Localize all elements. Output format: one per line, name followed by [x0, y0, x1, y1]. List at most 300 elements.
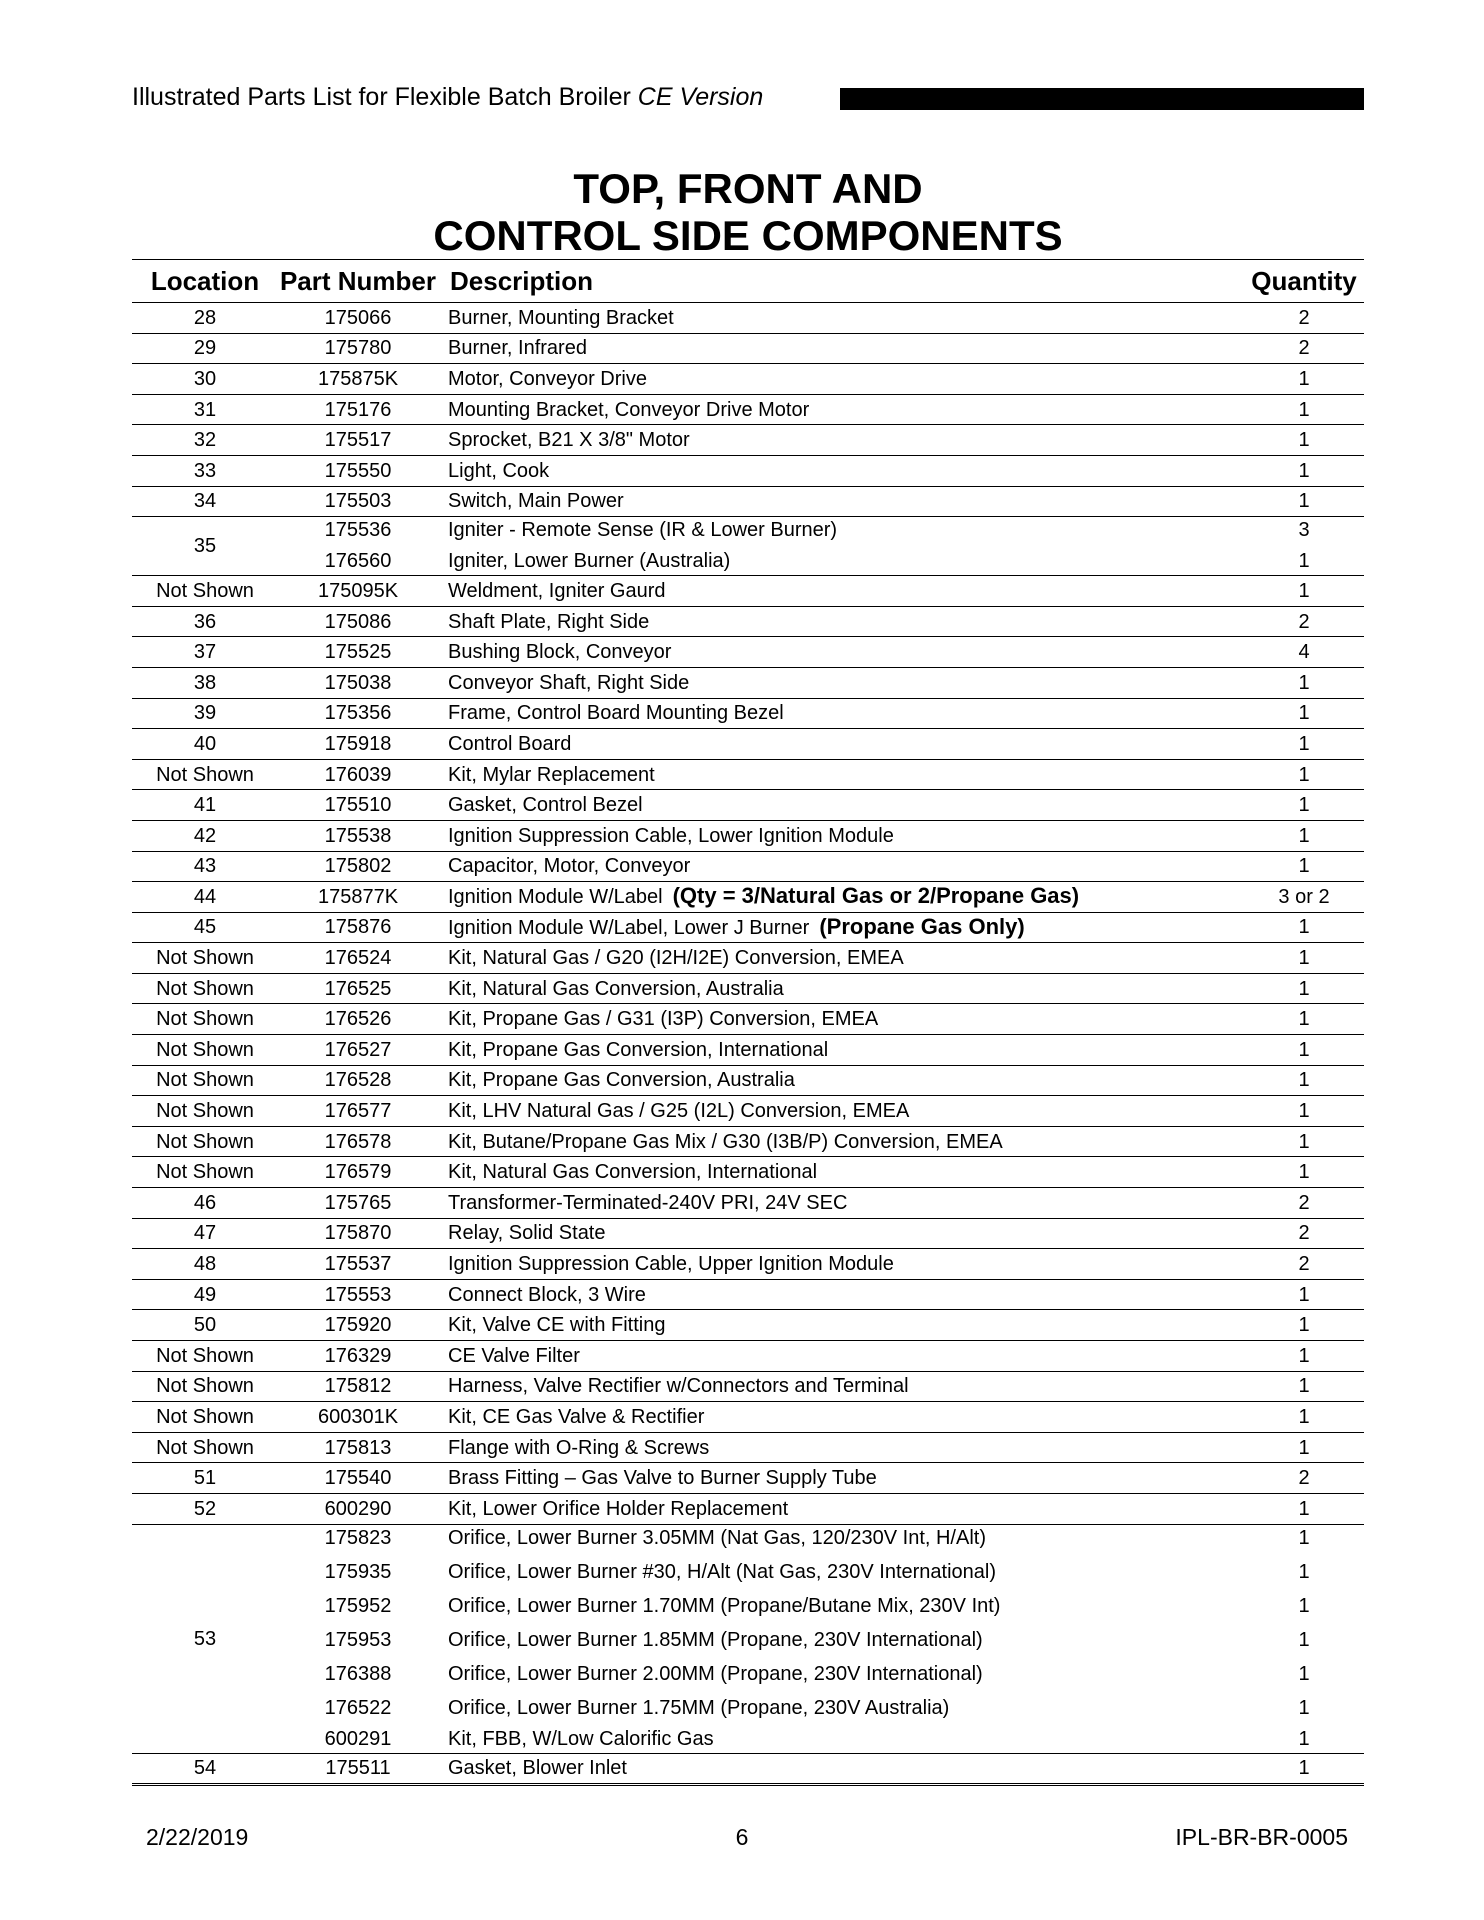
cell-part-number: [278, 1279, 438, 1310]
description-wrap: [448, 307, 674, 329]
part-quantity: 1: [1298, 1436, 1310, 1459]
part-note: (Propane Gas Only): [819, 913, 1025, 939]
cell-location: 53: [132, 1524, 278, 1753]
part-number: 175066: [324, 306, 392, 329]
cell-quantity: [1244, 973, 1364, 1004]
part-number: 175877K: [317, 885, 399, 908]
cell-quantity: [1244, 333, 1364, 364]
cell-quantity: [1244, 943, 1364, 974]
part-number: 176524: [324, 947, 392, 970]
footer-page-number: 6: [735, 1824, 749, 1850]
part-number: 176578: [324, 1130, 392, 1153]
footer-date: 2/22/2019: [146, 1824, 249, 1850]
part-number: 175538: [324, 824, 392, 847]
cell-description: [438, 1341, 1244, 1372]
description-wrap: [448, 337, 587, 359]
cell-description: [438, 1753, 1244, 1785]
cell-location: 37: [132, 637, 278, 668]
table-row: [132, 1096, 1364, 1127]
cell-part-number: [278, 667, 438, 698]
cell-description: [438, 973, 1244, 1004]
part-description: Ignition Suppression Cable, Lower Ignition Module: [448, 824, 894, 847]
part-description: Kit, Propane Gas Conversion, Australia: [448, 1069, 795, 1092]
cell-location: Not Shown: [132, 759, 278, 790]
part-quantity: 1: [1298, 977, 1310, 1000]
table-row: [132, 1310, 1364, 1341]
description-wrap: [448, 1345, 580, 1367]
part-number: 176577: [324, 1100, 392, 1123]
header-quantity: Quantity: [1244, 260, 1364, 303]
description-wrap: [448, 580, 666, 602]
cell-quantity: [1244, 1065, 1364, 1096]
part-description: Kit, Propane Gas / G31 (I3P) Conversion, EMEA: [448, 1008, 879, 1031]
cell-quantity: [1244, 1004, 1364, 1035]
part-description: Burner, Infrared: [448, 337, 587, 360]
description-wrap: [448, 1161, 817, 1183]
table-row: [132, 637, 1364, 668]
cell-part-number: [278, 1524, 438, 1753]
page-header: [132, 82, 1364, 112]
cell-location: Not Shown: [132, 1402, 278, 1433]
part-number: 175875K: [317, 367, 399, 390]
description-wrap: [448, 1253, 894, 1275]
description-wrap: [448, 1284, 646, 1306]
cell-location: 34: [132, 486, 278, 517]
cell-quantity: [1244, 820, 1364, 851]
description-wrap: [448, 1222, 606, 1244]
cell-quantity: [1244, 667, 1364, 698]
cell-location: 38: [132, 667, 278, 698]
cell-description: [438, 1126, 1244, 1157]
table-row: [132, 1035, 1364, 1066]
part-description: Kit, Lower Orifice Holder Replacement: [448, 1497, 789, 1520]
part-description: Connect Block, 3 Wire: [448, 1283, 646, 1306]
part-description: Capacitor, Motor, Conveyor: [448, 855, 691, 878]
cell-part-number: [278, 1753, 438, 1785]
cell-location: 32: [132, 425, 278, 456]
part-description: Igniter, Lower Burner (Australia): [448, 550, 731, 573]
cell-location: 42: [132, 820, 278, 851]
cell-description: [438, 1065, 1244, 1096]
description-wrap: [448, 611, 649, 633]
part-description: Frame, Control Board Mounting Bezel: [448, 702, 784, 725]
description-wrap: [448, 1757, 627, 1779]
cell-description: [438, 1157, 1244, 1188]
cell-part-number: [278, 759, 438, 790]
part-quantity: 1: [1298, 1497, 1310, 1520]
part-quantity: 1: [1298, 702, 1310, 725]
cell-quantity: [1244, 1493, 1364, 1524]
description-wrap: [448, 1100, 909, 1122]
part-description: Orifice, Lower Burner #30, H/Alt (Nat Gas, 230V International): [448, 1560, 997, 1583]
cell-description: [438, 1524, 1244, 1753]
description-wrap: [448, 1008, 878, 1030]
part-description: Switch, Main Power: [448, 490, 624, 513]
cell-quantity: [1244, 364, 1364, 395]
part-quantity: 1: [1298, 916, 1310, 939]
cell-part-number: [278, 576, 438, 607]
cell-part-number: [278, 606, 438, 637]
table-row: [132, 1004, 1364, 1035]
cell-description: [438, 912, 1244, 943]
part-quantity: 1: [1298, 550, 1310, 573]
description-wrap: [448, 641, 671, 663]
part-quantity: 3: [1298, 519, 1310, 542]
part-quantity: 1: [1298, 732, 1310, 755]
part-number: 176528: [324, 1069, 392, 1092]
cell-part-number: [278, 1432, 438, 1463]
table-row: [132, 364, 1364, 395]
cell-description: [438, 455, 1244, 486]
description-wrap: [448, 794, 643, 816]
cell-part-number: [278, 912, 438, 943]
part-description: Orifice, Lower Burner 1.70MM (Propane/Butane Mix, 230V Int): [448, 1594, 1001, 1617]
part-quantity: 1: [1298, 1628, 1310, 1651]
header-title: Illustrated Parts List for Flexible Batch Broiler: [132, 83, 631, 111]
part-quantity: 1: [1298, 671, 1310, 694]
cell-location: 39: [132, 698, 278, 729]
part-quantity: 1: [1298, 763, 1310, 786]
table-row: [132, 425, 1364, 456]
cell-part-number: [278, 943, 438, 974]
cell-quantity: [1244, 455, 1364, 486]
cell-description: [438, 790, 1244, 821]
table-row: [132, 1279, 1364, 1310]
table-row: [132, 1432, 1364, 1463]
part-description: Mounting Bracket, Conveyor Drive Motor: [448, 398, 810, 421]
part-description: Igniter - Remote Sense (IR & Lower Burner): [448, 519, 838, 542]
cell-description: [438, 606, 1244, 637]
part-description: Harness, Valve Rectifier w/Connectors and Terminal: [448, 1375, 909, 1398]
cell-location: Not Shown: [132, 1035, 278, 1066]
description-wrap: [448, 672, 689, 694]
cell-part-number: [278, 394, 438, 425]
cell-location: Not Shown: [132, 1371, 278, 1402]
description-wrap: [448, 913, 1025, 939]
part-number: 176329: [324, 1344, 392, 1367]
cell-location: 29: [132, 333, 278, 364]
cell-description: [438, 729, 1244, 760]
part-description: Orifice, Lower Burner 1.75MM (Propane, 230V Australia): [448, 1696, 950, 1719]
cell-quantity: [1244, 517, 1364, 576]
part-number: 175086: [324, 610, 392, 633]
part-number: 175510: [324, 794, 392, 817]
cell-location: 43: [132, 851, 278, 882]
part-quantity: 2: [1298, 1467, 1310, 1490]
part-quantity: 1: [1298, 1662, 1310, 1685]
part-description: Gasket, Blower Inlet: [448, 1757, 627, 1780]
cell-part-number: [278, 1402, 438, 1433]
cell-location: 51: [132, 1463, 278, 1494]
part-number: 175511: [325, 1757, 391, 1780]
table-row: [132, 698, 1364, 729]
part-number: 176579: [324, 1161, 392, 1184]
part-quantity: 2: [1298, 1253, 1310, 1276]
cell-location: 40: [132, 729, 278, 760]
part-number: 175823: [324, 1526, 392, 1549]
cell-quantity: [1244, 1524, 1364, 1753]
cell-quantity: [1244, 486, 1364, 517]
description-wrap: [448, 1498, 788, 1520]
table-row: [132, 333, 1364, 364]
part-number: 175525: [324, 641, 392, 664]
cell-quantity: [1244, 1218, 1364, 1249]
part-quantity: 1: [1298, 459, 1310, 482]
description-wrap: [448, 490, 624, 512]
table-row: [132, 729, 1364, 760]
table-row: [132, 576, 1364, 607]
cell-location: 41: [132, 790, 278, 821]
cell-description: [438, 394, 1244, 425]
part-description: Bushing Block, Conveyor: [448, 641, 672, 664]
cell-part-number: [278, 486, 438, 517]
part-number: 176526: [324, 1008, 392, 1031]
cell-description: [438, 303, 1244, 334]
part-number: 600291: [324, 1727, 392, 1750]
part-description: Ignition Module W/Label, Lower J Burner: [448, 916, 810, 939]
cell-description: [438, 517, 1244, 576]
cell-description: [438, 486, 1244, 517]
cell-description: [438, 698, 1244, 729]
description-wrap: [448, 1467, 877, 1489]
part-number: 600301K: [317, 1405, 399, 1428]
description-wrap: [448, 429, 690, 451]
cell-part-number: [278, 1249, 438, 1280]
part-number: 176039: [324, 763, 392, 786]
description-wrap: [448, 368, 647, 390]
part-quantity: 1: [1298, 490, 1310, 513]
header-bar: [840, 88, 1364, 110]
table-row: [132, 1341, 1364, 1372]
cell-location: Not Shown: [132, 1065, 278, 1096]
table-row: [132, 1126, 1364, 1157]
cell-location: 44: [132, 882, 278, 913]
table-header-row: [132, 260, 1364, 303]
table-row: [132, 759, 1364, 790]
table-row: [132, 1524, 1364, 1753]
table-row: [132, 851, 1364, 882]
table-row: [132, 1157, 1364, 1188]
part-description: CE Valve Filter: [448, 1344, 580, 1367]
part-number: 600290: [324, 1497, 392, 1520]
description-wrap: [448, 1131, 1003, 1153]
cell-location: 47: [132, 1218, 278, 1249]
cell-location: Not Shown: [132, 1432, 278, 1463]
part-number: 175176: [324, 398, 392, 421]
cell-part-number: [278, 1004, 438, 1035]
cell-quantity: [1244, 1157, 1364, 1188]
part-number: 175953: [324, 1628, 392, 1651]
part-number: 175095K: [317, 579, 399, 602]
part-quantity: 2: [1298, 610, 1310, 633]
part-description: Burner, Mounting Bracket: [448, 306, 674, 329]
part-quantity: 1: [1298, 824, 1310, 847]
cell-description: [438, 1249, 1244, 1280]
cell-quantity: [1244, 1402, 1364, 1433]
cell-location: Not Shown: [132, 943, 278, 974]
part-description: Relay, Solid State: [448, 1222, 606, 1245]
part-quantity: 1: [1298, 429, 1310, 452]
cell-quantity: [1244, 759, 1364, 790]
part-number: 175870: [324, 1222, 392, 1245]
footer-document-id: IPL-BR-BR-0005: [1175, 1824, 1348, 1850]
part-description: Orifice, Lower Burner 1.85MM (Propane, 230V International): [448, 1628, 983, 1651]
description-wrap: [448, 460, 549, 482]
cell-description: [438, 576, 1244, 607]
part-number: 175356: [324, 702, 392, 725]
cell-quantity: [1244, 576, 1364, 607]
table-row: [132, 1249, 1364, 1280]
part-quantity: 1: [1298, 1526, 1310, 1549]
cell-description: [438, 851, 1244, 882]
part-description: Kit, Natural Gas Conversion, Australia: [448, 977, 784, 1000]
part-quantity: 3 or 2: [1278, 885, 1330, 908]
cell-part-number: [278, 1157, 438, 1188]
cell-location: Not Shown: [132, 1341, 278, 1372]
cell-description: [438, 820, 1244, 851]
cell-location: 30: [132, 364, 278, 395]
part-quantity: 2: [1298, 1191, 1310, 1214]
page-title-line1: TOP, FRONT AND: [573, 165, 923, 212]
cell-quantity: [1244, 637, 1364, 668]
part-number: 176560: [324, 550, 392, 573]
part-number: 175540: [324, 1467, 392, 1490]
part-description: Kit, Butane/Propane Gas Mix / G30 (I3B/P) Conversion, EMEA: [448, 1130, 1003, 1153]
part-number: 175517: [324, 429, 392, 452]
cell-part-number: [278, 303, 438, 334]
part-number: 176527: [324, 1038, 392, 1061]
description-wrap: [448, 947, 904, 969]
part-description: Kit, Valve CE with Fitting: [448, 1314, 666, 1337]
part-quantity: 1: [1298, 1727, 1310, 1750]
table-row: [132, 1493, 1364, 1524]
cell-description: [438, 1310, 1244, 1341]
table-row: [132, 1753, 1364, 1785]
part-number: 175812: [324, 1375, 392, 1398]
cell-part-number: [278, 973, 438, 1004]
cell-quantity: [1244, 1341, 1364, 1372]
part-number: 175553: [324, 1283, 392, 1306]
part-quantity: 1: [1298, 398, 1310, 421]
cell-quantity: [1244, 1249, 1364, 1280]
cell-location: 28: [132, 303, 278, 334]
cell-description: [438, 1493, 1244, 1524]
table-row: [132, 943, 1364, 974]
part-description: Sprocket, B21 X 3/8" Motor: [448, 429, 690, 452]
part-description: Kit, CE Gas Valve & Rectifier: [448, 1405, 705, 1428]
cell-location: 35: [132, 517, 278, 576]
cell-description: [438, 1371, 1244, 1402]
cell-quantity: [1244, 425, 1364, 456]
cell-quantity: [1244, 1126, 1364, 1157]
cell-description: [438, 1432, 1244, 1463]
cell-part-number: [278, 364, 438, 395]
part-number: 175536: [324, 519, 392, 542]
cell-part-number: [278, 851, 438, 882]
table-row: [132, 1188, 1364, 1219]
part-number: 175038: [324, 671, 392, 694]
cell-description: [438, 1279, 1244, 1310]
cell-part-number: [278, 1096, 438, 1127]
description-wrap: [448, 1069, 795, 1091]
part-number: 175920: [324, 1314, 392, 1337]
cell-quantity: [1244, 1432, 1364, 1463]
part-quantity: 2: [1298, 306, 1310, 329]
table-row: [132, 1463, 1364, 1494]
cell-part-number: [278, 637, 438, 668]
cell-part-number: [278, 517, 438, 576]
part-quantity: 1: [1298, 1405, 1310, 1428]
header-part-number: Part Number: [278, 260, 438, 303]
part-quantity: 1: [1298, 855, 1310, 878]
table-row: [132, 820, 1364, 851]
cell-location: Not Shown: [132, 973, 278, 1004]
part-quantity: 1: [1298, 1100, 1310, 1123]
part-description: Weldment, Igniter Gaurd: [448, 579, 666, 602]
cell-description: [438, 1188, 1244, 1219]
cell-location: Not Shown: [132, 576, 278, 607]
description-wrap: [448, 978, 784, 1000]
cell-part-number: [278, 1341, 438, 1372]
header-description: Description: [438, 260, 1244, 303]
cell-description: [438, 1096, 1244, 1127]
part-quantity: 1: [1298, 947, 1310, 970]
page-title-line2: CONTROL SIDE COMPONENTS: [433, 212, 1063, 259]
cell-part-number: [278, 1065, 438, 1096]
cell-quantity: [1244, 882, 1364, 913]
table-row: [132, 303, 1364, 334]
table-row: [132, 1065, 1364, 1096]
description-wrap: [448, 1406, 704, 1428]
part-number: 175765: [324, 1191, 392, 1214]
cell-part-number: [278, 1218, 438, 1249]
part-quantity: 1: [1298, 1161, 1310, 1184]
cell-location: Not Shown: [132, 1096, 278, 1127]
description-wrap: [448, 764, 655, 786]
part-description: Orifice, Lower Burner 2.00MM (Propane, 230V International): [448, 1662, 983, 1685]
part-description: Orifice, Lower Burner 3.05MM (Nat Gas, 120/230V Int, H/Alt): [448, 1526, 986, 1549]
cell-description: [438, 1402, 1244, 1433]
cell-part-number: [278, 1188, 438, 1219]
part-description: Kit, Natural Gas Conversion, International: [448, 1161, 818, 1184]
cell-location: 36: [132, 606, 278, 637]
part-number: 175550: [324, 459, 392, 482]
table-row: [132, 1371, 1364, 1402]
description-wrap: [448, 883, 1080, 909]
cell-location: 52: [132, 1493, 278, 1524]
part-number: 175876: [324, 916, 392, 939]
cell-location: Not Shown: [132, 1157, 278, 1188]
cell-quantity: [1244, 1096, 1364, 1127]
table-row: [132, 455, 1364, 486]
cell-part-number: [278, 425, 438, 456]
cell-description: [438, 667, 1244, 698]
part-number: 175503: [324, 490, 392, 513]
part-description: Conveyor Shaft, Right Side: [448, 671, 690, 694]
part-quantity: 1: [1298, 1283, 1310, 1306]
cell-description: [438, 1218, 1244, 1249]
part-number: 175813: [324, 1436, 392, 1459]
cell-location: 49: [132, 1279, 278, 1310]
cell-description: [438, 425, 1244, 456]
description-wrap: [448, 1375, 909, 1397]
cell-part-number: [278, 1463, 438, 1494]
parts-table: [132, 259, 1364, 1786]
cell-quantity: [1244, 303, 1364, 334]
cell-part-number: [278, 1371, 438, 1402]
table-row: [132, 486, 1364, 517]
part-quantity: 1: [1298, 1594, 1310, 1617]
